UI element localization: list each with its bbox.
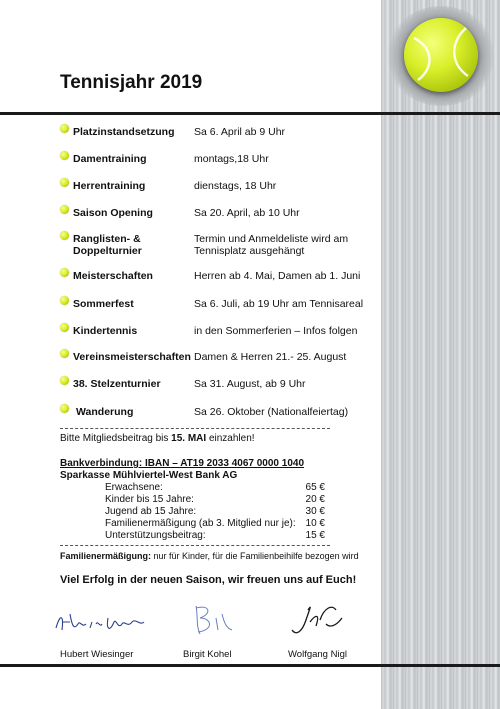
fee-row [105,506,325,518]
event-date: Sa 6. Juli, ab 19 Uhr am Tennisareal [194,298,364,310]
event-date: montags,18 Uhr [194,153,269,165]
handwritten-signature [52,600,147,640]
event-name-line: Ranglisten- & [73,233,141,245]
dashed-divider [60,428,330,429]
bank-name: Sparkasse Mühlviertel-West Bank AG [60,470,238,481]
event-info-line: Termin und Anmeldeliste wird am [194,233,349,245]
tennis-ball-bullet-icon [60,231,69,240]
signatory-name: Wolfgang Nigl [288,649,347,660]
fee-label: Familienermäßigung (ab 3. Mitglied nur je): [105,518,296,529]
signatory-name: Birgit Kohel [183,649,232,660]
fee-value: 20 € [305,494,325,505]
fee-row [105,530,325,542]
page-title: Tennisjahr 2019 [60,72,203,93]
signature-hubert [52,600,147,640]
fee-value: 30 € [305,506,325,517]
event-name: Vereinsmeisterschaften [73,351,191,363]
fee-row [105,482,325,494]
reminder-date: 15. MAI [171,433,207,444]
fee-label: Unterstützungsbeitrag: [105,530,206,541]
top-divider [0,112,500,115]
fee-value: 65 € [305,482,325,493]
signature-wolfgang [286,600,346,640]
event-date: Sa 26. Oktober (Nationalfeiertag) [194,406,349,418]
event-date: Herren ab 4. Mai, Damen ab 1. Juni [194,270,361,282]
tennis-ball-bullet-icon [60,404,69,413]
tennis-ball-image [386,6,496,106]
tennis-ball-bullet-icon [60,376,69,385]
event-date: Sa 31. August, ab 9 Uhr [194,378,306,390]
family-note [60,551,359,561]
family-note-text: nur für Kinder, für die Familienbeihilfe bezogen wird [151,551,359,561]
payment-reminder [60,433,255,444]
fee-label: Jugend ab 15 Jahre: [105,506,197,517]
event-date [194,233,384,257]
event-date: Damen & Herren 21.- 25. August [194,351,347,363]
fee-label: Kinder bis 15 Jahre: [105,494,194,505]
bottom-divider [0,664,500,667]
signatory-name: Hubert Wiesinger [60,649,134,660]
fee-label: Erwachsene: [105,482,163,493]
reminder-text: Bitte Mitgliedsbeitrag bis [60,433,172,444]
tennis-ball-bullet-icon [60,178,69,187]
tennis-ball-bullet-icon [60,151,69,160]
tennis-ball-bullet-icon [60,296,69,305]
signature-birgit [188,600,238,640]
event-name: Damentraining [73,153,147,165]
event-date: Sa 20. April, ab 10 Uhr [194,207,300,219]
event-name [73,233,198,257]
family-note-label: Familienermäßigung: [60,551,152,561]
event-name: Wanderung [76,406,134,418]
fee-row [105,494,325,506]
closing-message: Viel Erfolg in der neuen Saison, wir freuen uns auf Euch! [60,574,357,586]
event-date: in den Sommerferien – Infos folgen [194,325,358,337]
event-name: Kindertennis [73,325,138,337]
handwritten-signature [286,600,346,640]
metallic-side-panel [381,0,500,709]
event-name: 38. Stelzenturnier [73,378,161,390]
tennis-ball-bullet-icon [60,205,69,214]
event-date: dienstags, 18 Uhr [194,180,277,192]
tennis-ball-bullet-icon [60,323,69,332]
event-name: Saison Opening [73,207,153,219]
reminder-text: einzahlen! [206,433,255,444]
tennis-ball-bullet-icon [60,268,69,277]
event-info-line: Tennisplatz ausgehängt [194,245,305,257]
event-name: Sommerfest [73,298,134,310]
dashed-divider [60,545,330,546]
event-name: Herrentraining [73,180,146,192]
event-name: Meisterschaften [73,270,153,282]
ball-seam [404,18,478,92]
event-date: Sa 6. April ab 9 Uhr [194,126,286,138]
event-name: Platzinstandsetzung [73,126,175,138]
event-name-line: Doppelturnier [73,245,142,257]
tennis-ball-bullet-icon [60,124,69,133]
fee-value: 10 € [305,518,325,529]
handwritten-signature [188,600,238,640]
bank-details: Bankverbindung: IBAN – AT19 2033 4067 0000 1040 [60,458,305,469]
fee-row [105,518,325,530]
fee-value: 15 € [305,530,325,541]
tennis-ball-bullet-icon [60,349,69,358]
